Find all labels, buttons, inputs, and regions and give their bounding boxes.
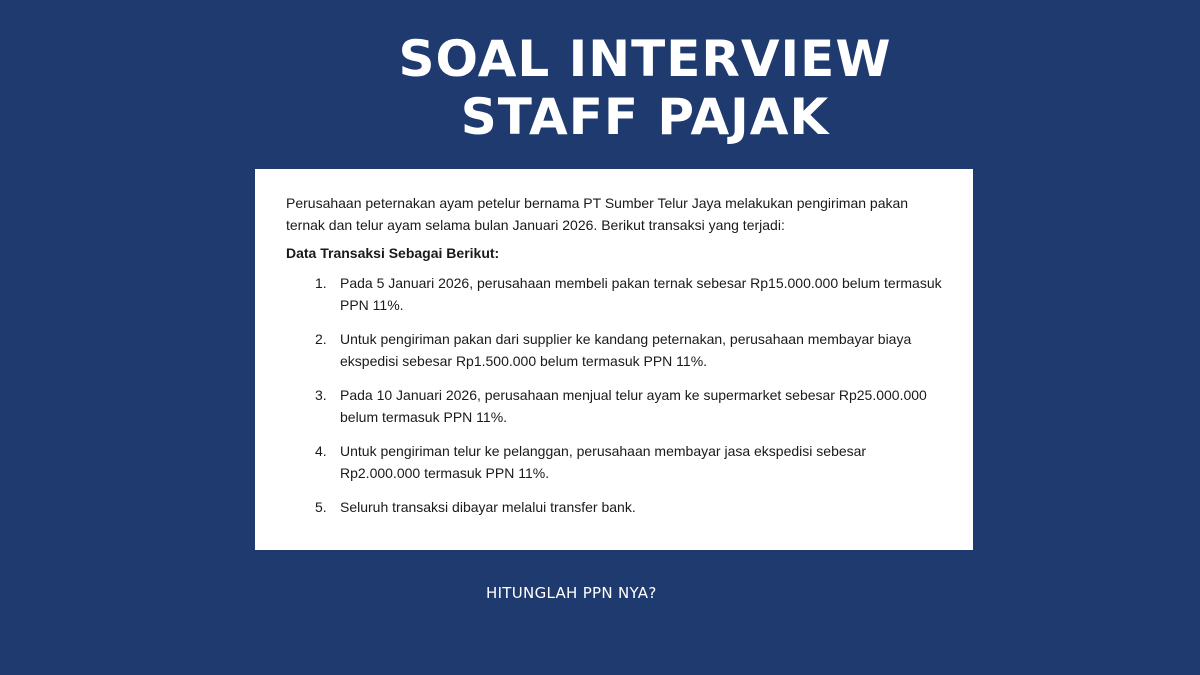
slide-title <box>330 30 960 146</box>
list-item-number: 5. <box>315 499 327 515</box>
list-item-text: Untuk pengiriman telur ke pelanggan, perusahaan membayar jasa ekspedisi sebesar Rp2.000.000 termasuk PPN 11%. <box>340 443 867 481</box>
list-item-text: Seluruh transaksi dibayar melalui transfer bank. <box>340 499 636 515</box>
list-item <box>286 496 943 518</box>
list-item <box>286 440 943 484</box>
list-item-number: 1. <box>315 275 327 291</box>
list-item-number: 2. <box>315 331 327 347</box>
list-item <box>286 272 943 316</box>
transactions-heading: Data Transaksi Sebagai Berikut: <box>286 245 500 261</box>
list-item-text: Pada 10 Januari 2026, perusahaan menjual telur ayam ke supermarket sebesar Rp25.000.000 belum termasuk PPN 11%. <box>340 387 927 425</box>
list-item-text: Pada 5 Januari 2026, perusahaan membeli pakan ternak sebesar Rp15.000.000 belum termasuk PPN 11%. <box>340 275 942 313</box>
list-item <box>286 328 943 372</box>
title-line-2: STAFF PAJAK <box>460 88 830 146</box>
question-text: HITUNGLAH PPN NYA? <box>486 584 657 602</box>
list-item-number: 4. <box>315 443 327 459</box>
list-item-text: Untuk pengiriman pakan dari supplier ke kandang peternakan, perusahaan membayar biaya ekspedisi sebesar Rp1.500.000 belum termasuk PPN 11%. <box>340 331 912 369</box>
title-line-1: SOAL INTERVIEW <box>398 30 892 88</box>
list-item <box>286 384 943 428</box>
transaction-list <box>286 272 943 518</box>
intro-paragraph: Perusahaan peternakan ayam petelur bernama PT Sumber Telur Jaya melakukan pengiriman pakan ternak dan telur ayam selama bulan Januari 2026. Berikut transaksi yang terjadi: <box>286 195 909 233</box>
list-item-number: 3. <box>315 387 327 403</box>
document-screenshot <box>255 169 973 550</box>
